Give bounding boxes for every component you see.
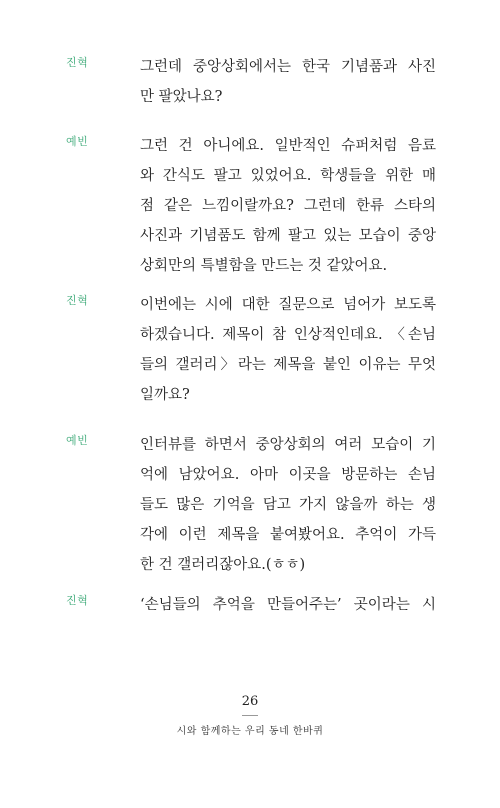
text-line: 억에 남았어요. 아마 이곳을 방문하는 손님 [140, 467, 436, 483]
running-title: 시와 함께하는 우리 동네 한바퀴 [176, 726, 324, 737]
text-line: 그런데 중앙상회에서는 한국 기념품과 사진 [140, 59, 436, 75]
text-line: 한 건 갤러리잖아요.(ㅎㅎ) [140, 557, 306, 573]
speaker-label: 진혁 [66, 594, 89, 607]
dialogue-text [140, 131, 436, 281]
text-line: 점 같은 느낌이랄까요? 그런데 한류 스타의 [140, 198, 436, 214]
text-line: 들의 갤러리〉라는 제목을 붙인 이유는 무엇 [140, 357, 436, 373]
text-line: 인터뷰를 하면서 중앙상회의 여러 모습이 기 [140, 437, 436, 453]
footer-divider [242, 715, 258, 716]
dialogue-text [140, 430, 436, 580]
text-line: 이번에는 시에 대한 질문으로 넘어가 보도록 [140, 297, 436, 313]
speaker-label: 예빈 [66, 434, 89, 447]
text-line: 와 간식도 팔고 있었어요. 학생들을 위한 매 [140, 168, 436, 184]
page-number: 26 [241, 694, 259, 709]
text-line: 하겠습니다. 제목이 참 인상적인데요. 〈손님 [140, 327, 436, 343]
dialogue-text [140, 590, 436, 620]
text-line: ‘손님들의 추억을 만들어주는’ 곳이라는 시 [140, 597, 436, 613]
text-line: 일까요? [140, 387, 190, 403]
speaker-label: 예빈 [66, 135, 89, 148]
text-line: 각에 이런 제목을 붙여봤어요. 추억이 가득 [140, 527, 436, 543]
text-line: 사진과 기념품도 함께 팔고 있는 모습이 중앙 [140, 228, 436, 244]
text-line: 그런 건 아니에요. 일반적인 슈퍼처럼 음료 [140, 138, 436, 154]
text-line: 상회만의 특별함을 만드는 것 같았어요. [140, 258, 388, 274]
speaker-label: 진혁 [66, 56, 89, 69]
dialogue-text [140, 52, 436, 112]
dialogue-text [140, 290, 436, 410]
text-line: 들도 많은 기억을 담고 가지 않을까 하는 생 [140, 497, 436, 513]
speaker-label: 진혁 [66, 294, 89, 307]
text-line: 만 팔았나요? [140, 89, 223, 105]
